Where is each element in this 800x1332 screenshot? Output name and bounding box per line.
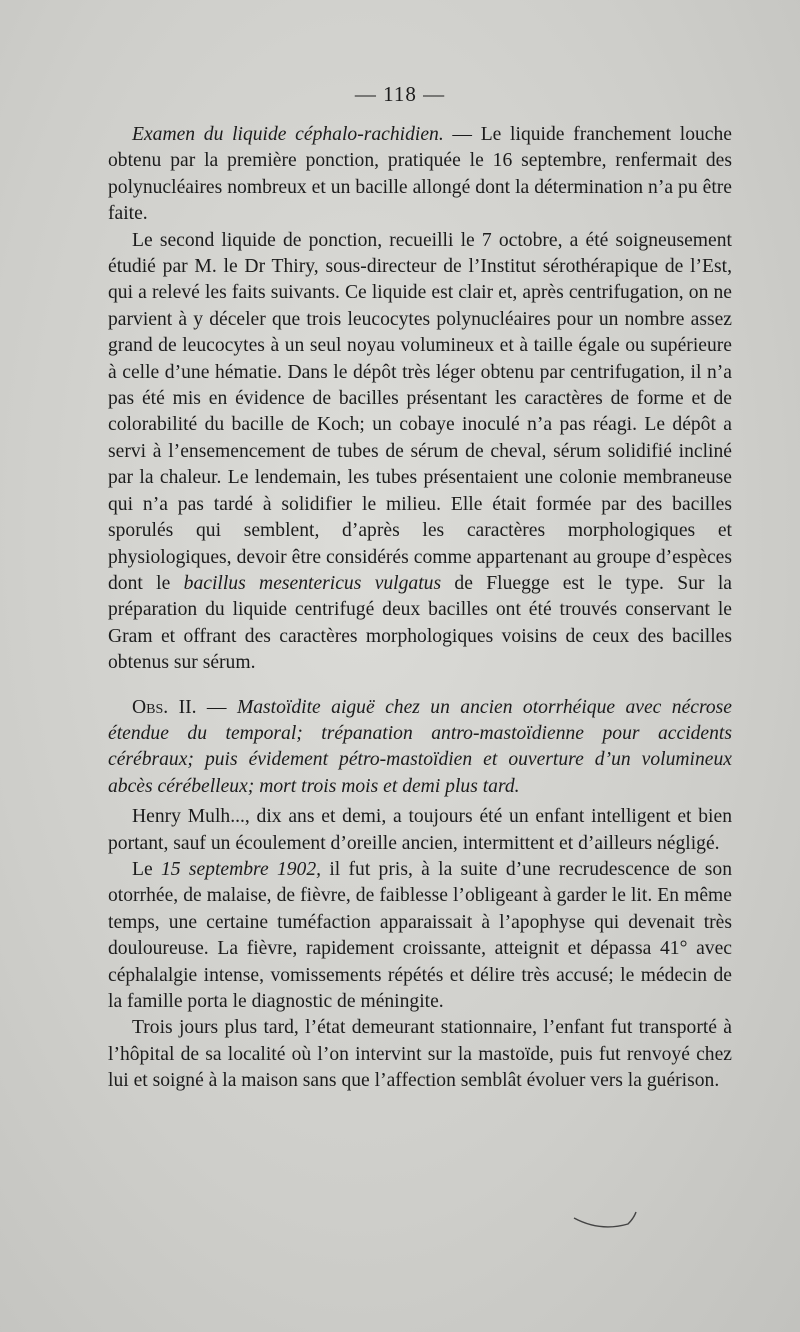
paragraph-text: — Le liquide franchement louche obtenu par la première ponction, pratiquée le 16 septembre, renfermait des polynucléaires nombreux et un bacille allongé dont la détermination n’a pu être faite. [108,124,732,225]
onset-date: 15 septembre 1902, [160,858,322,880]
paragraph-patient [108,804,732,857]
species-name: bacillus mesentericus vulgatus [183,572,442,594]
page-body [108,122,732,1095]
section-heading: Examen du liquide céphalo-rachidien. [132,124,444,145]
paragraph-csf-exam [108,122,732,228]
paragraph-text: de Fluegge est le type. Sur la préparation du liquide centrifugé deux bacilles ont été trouvés conservant le Gram et offrant des caractères morphologiques voisins de ceux des bacilles obtenus sur sérum. [108,572,733,674]
paragraph-onset [108,857,732,1015]
observation-heading [108,695,732,801]
paragraph-text: Le [132,858,161,880]
paragraph-hospital [108,1015,732,1094]
observation-dash: — [196,696,237,718]
pencil-mark-icon [572,1210,638,1234]
paragraph-text: Trois jours plus tard, l’état demeurant stationnaire, l’enfant fut transporté à l’hôpital de sa localité où l’on intervint sur la mastoïde, puis fut renvoyé chez lui et soigné à la maison sans que l’affection semblât évoluer vers la guérison. [108,1017,732,1092]
page-number: — 118 — [354,82,446,106]
paragraph-text: Le second liquide de ponction, recueilli le 7 octobre, a été soigneusement étudié par M. le Dr Thiry, sous-directeur de l’Institut sérothérapique de l’Est, qui a relevé les faits suivants. Ce liquide est clair et, après centrifugation, on ne parvient à y déceler que trois leucocytes polynucléaires pour un nombre assez grand de leucocytes à un seul noyau volumineux et à taille égale ou supérieure à celle d’une hématie. Dans le dépôt très léger obtenu par centrifugation, il n’a pas été mis en évidence de bacilles présentant les caractères de forme et de colorabilité du bacille de Koch; un cobaye inoculé n’a pas réagi. Le dépôt a servi à l’ensemencement de tubes de sérum de cheval, sérum solidifié incliné par la chaleur. Le lendemain, les tubes présentaient une colonie membraneuse qui n’a pas tardé à solidifier le milieu. Elle était formée par des bacilles sporulés qui semblent, d’après les caractères morphologiques et physiologiques, devoir être considérés comme appartenant au groupe d’espèces dont le [108,229,732,594]
paragraph-second-puncture [108,228,732,677]
paragraph-text: Henry Mulh..., dix ans et demi, a toujours été un enfant intelligent et bien portant, sauf un écoulement d’oreille ancien, intermittent et d’ailleurs négligé. [108,806,732,854]
observation-label: Obs. II. [132,696,197,718]
observation-title: Mastoïdite aiguë chez un ancien otorrhéique avec nécrose étendue du temporal; trépanation antro-mastoïdienne pour accidents cérébraux; puis évidement pétro-mastoïdien et ouverture d’un volumineux abcès cérébelleux; mort trois mois et demi plus tard. [108,696,732,797]
paragraph-text: il fut pris, à la suite d’une recrudescence de son otorrhée, de malaise, de fièvre, de faiblesse l’obligeant à garder le lit. En même temps, une certaine tuméfaction apparaissait à l’apophyse qui devenait très douloureuse. La fièvre, rapidement croissante, atteignit et dépassa 41° avec céphalalgie intense, vomissements répétés et délire très accusé; le médecin de la famille porta le diagnostic de méningite. [108,858,732,1012]
